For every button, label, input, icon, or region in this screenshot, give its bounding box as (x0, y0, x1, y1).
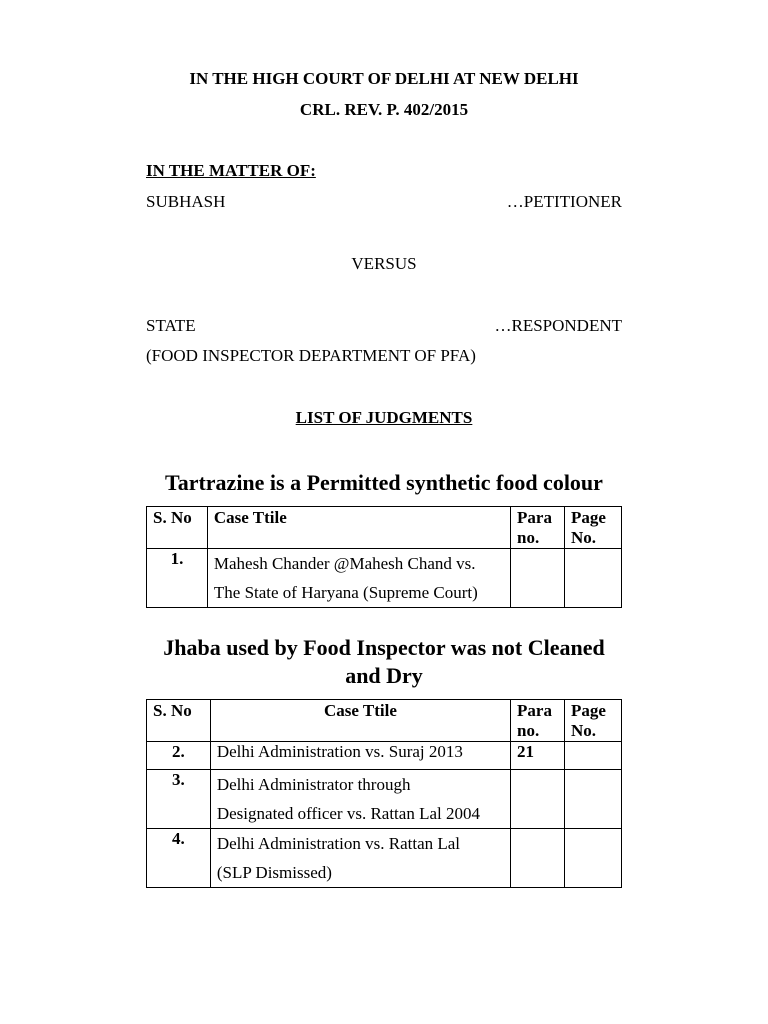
case-number: CRL. REV. P. 402/2015 (299, 100, 469, 119)
row-sno: 4. (147, 829, 211, 888)
petitioner-name: SUBHASH (146, 192, 226, 211)
row-sno: 3. (147, 770, 211, 829)
col-header-page-1: Page (571, 701, 606, 720)
section2-table (146, 699, 622, 888)
versus-text: VERSUS (351, 254, 417, 273)
row-case-line2: The State of Haryana (Supreme Court) (213, 583, 478, 602)
row-page (565, 829, 622, 888)
row-case-title (207, 549, 510, 608)
respondent-name: STATE (146, 316, 196, 335)
list-title-text: LIST OF JUDGMENTS (295, 408, 473, 427)
row-case-line2: Designated officer vs. Rattan Lal 2004 (216, 804, 480, 823)
col-header-case-text: Case Ttile (324, 701, 397, 720)
row-case-line1: Delhi Administrator through (216, 775, 411, 794)
row-page (565, 770, 622, 829)
respondent-role: …RESPONDENT (494, 316, 622, 335)
row-para: 21 (511, 742, 565, 770)
section2-heading-line1: Jhaba used by Food Inspector was not Cleaned (163, 635, 605, 660)
petitioner-role: …PETITIONER (506, 192, 622, 211)
row-case-title (210, 829, 510, 888)
matter-label-text: IN THE MATTER OF: (146, 161, 316, 180)
petitioner-line (146, 192, 622, 212)
row-sno: 1. (147, 549, 208, 608)
col-header-case-text: Case Ttile (213, 508, 287, 527)
section2-heading-line2: and Dry (345, 663, 423, 688)
table-row (147, 829, 622, 888)
list-title (146, 408, 622, 428)
row-case-line1: Delhi Administration vs. Rattan Lal (216, 834, 461, 853)
matter-label (146, 161, 622, 181)
row-case-line2: (SLP Dismissed) (216, 863, 332, 882)
col-header-case (207, 507, 510, 549)
col-header-para-1: Para (517, 508, 552, 527)
row-para (511, 829, 565, 888)
section2-heading (146, 634, 622, 690)
col-header-sno: S. No (147, 507, 208, 549)
row-para (511, 549, 565, 608)
col-header-para-2: no. (517, 528, 540, 547)
row-sno: 2. (147, 742, 211, 770)
table-header-row (147, 700, 622, 742)
section1-table (146, 506, 622, 608)
col-header-page-1: Page (571, 508, 606, 527)
col-header-sno: S. No (147, 700, 211, 742)
table-row (147, 549, 622, 608)
row-page (565, 549, 622, 608)
col-header-para (511, 700, 565, 742)
court-name: IN THE HIGH COURT OF DELHI AT NEW DELHI (189, 69, 579, 88)
respondent-line (146, 316, 622, 336)
col-header-page-2: No. (571, 721, 597, 740)
col-header-para-2: no. (517, 721, 540, 740)
row-case-title (210, 770, 510, 829)
row-case-line1: Mahesh Chander @Mahesh Chand vs. (213, 554, 476, 573)
table-header-row (147, 507, 622, 549)
col-header-case (210, 700, 510, 742)
table-row (147, 742, 622, 770)
respondent-department: (FOOD INSPECTOR DEPARTMENT OF PFA) (146, 346, 476, 365)
row-para (511, 770, 565, 829)
col-header-para (511, 507, 565, 549)
col-header-page (565, 507, 622, 549)
col-header-page-2: No. (571, 528, 597, 547)
col-header-para-1: Para (517, 701, 552, 720)
table-row (147, 770, 622, 829)
section1-heading: Tartrazine is a Permitted synthetic food colour (165, 470, 603, 495)
row-page (565, 742, 622, 770)
col-header-page (565, 700, 622, 742)
row-case-title: Delhi Administration vs. Suraj 2013 (210, 742, 510, 770)
